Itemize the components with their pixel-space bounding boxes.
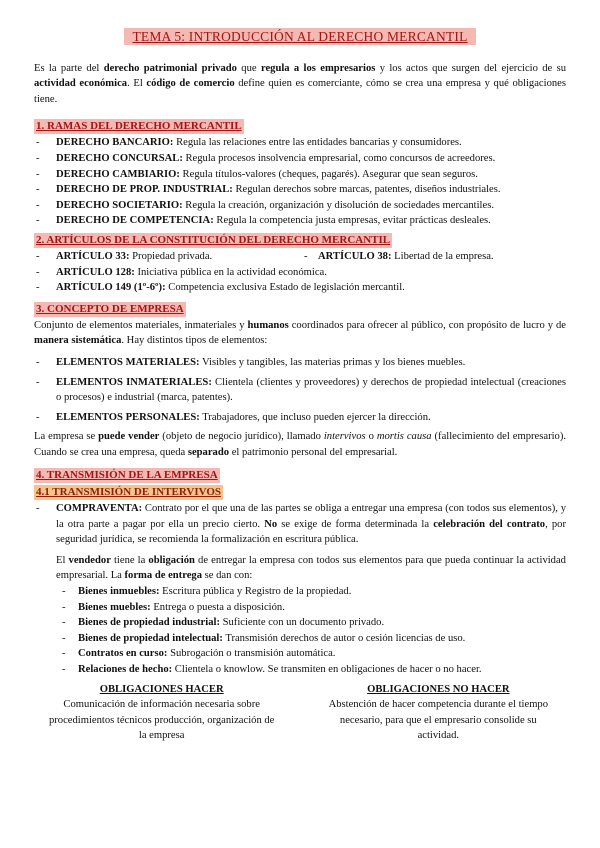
section-2-heading: 2. ARTÍCULOS DE LA CONSTITUCIÓN DEL DERECHO MERCANTIL bbox=[36, 233, 391, 246]
list-item: - DERECHO DE COMPETENCIA: Regula la competencia justa empresas, evitar prácticas desleales. bbox=[34, 213, 566, 229]
list-item: - ELEMENTOS INMATERIALES: Clientela (clientes y proveedores) y derechos de propiedad intelectual (creaciones o procesos) e industrial (marca, patentes). bbox=[34, 375, 566, 406]
list-item: - Bienes inmuebles: Escritura pública y Registro de la propiedad. bbox=[60, 584, 566, 600]
list-item: - Bienes muebles: Entrega o puesta a disposición. bbox=[60, 600, 566, 616]
list-item: - ELEMENTOS MATERIALES: Visibles y tangibles, las materias primas y los bienes muebles. bbox=[34, 355, 566, 371]
list-item: - ELEMENTOS PERSONALES: Trabajadores, que incluso pueden ejercer la dirección. bbox=[34, 410, 566, 426]
obligaciones-hacer-title: OBLIGACIONES HACER bbox=[99, 683, 224, 695]
document-page bbox=[34, 28, 566, 744]
obligaciones-columns bbox=[34, 682, 566, 744]
compraventa-list bbox=[34, 501, 566, 548]
obligaciones-hacer-text: Comunicación de información necesaria sobre procedimientos técnicos producción, organización de la empresa bbox=[48, 699, 275, 742]
obligaciones-no-hacer bbox=[311, 682, 566, 744]
list-item: - Bienes de propiedad industrial: Suficiente con un documento privado. bbox=[60, 615, 566, 631]
list-item: - Contratos en curso: Subrogación o transmisión automática. bbox=[60, 646, 566, 662]
intro-paragraph: Es la parte del derecho patrimonial privado que regula a los empresarios y los actos que surgen del ejercicio de su actividad económica. El código de comercio define quien es comerciante, cómo se crea una empresa y qué obligaciones tiene. bbox=[34, 62, 567, 105]
list-item: - Relaciones de hecho: Clientela o knowlow. Se transmiten en obligaciones de hacer o no hacer. bbox=[60, 662, 566, 678]
list-item: - DERECHO DE PROP. INDUSTRIAL: Regulan derechos sobre marcas, patentes, diseños industriales. bbox=[34, 182, 566, 198]
list-item: - DERECHO CONCURSAL: Regula procesos insolvencia empresarial, como concursos de acreedores. bbox=[34, 151, 566, 167]
list-item: - ARTÍCULO 33: Propiedad privada. - ARTÍCULO 38: Libertad de la empresa. bbox=[34, 249, 566, 265]
section-4-heading: 4. TRANSMISIÓN DE LA EMPRESA bbox=[36, 469, 218, 482]
vendedor-paragraph: El vendedor tiene la obligación de entregar la empresa con todos sus elementos para que pueda continuar la actividad empresarial. La forma de entrega se dan con: bbox=[56, 554, 566, 582]
formas-entrega-list bbox=[38, 584, 566, 678]
subsection-4-1-heading: 4.1 TRANSMISIÓN DE INTERVIVOS bbox=[36, 486, 222, 499]
obligaciones-no-hacer-title: OBLIGACIONES NO HACER bbox=[367, 683, 510, 695]
ramas-list bbox=[34, 135, 566, 229]
venta-paragraph: La empresa se puede vender (objeto de negocio jurídico), llamado intervivos o mortis causa (fallecimiento del empresario). Cuando se crea una empresa, queda separado el patrimonio personal del empresarial. bbox=[34, 431, 567, 458]
obligaciones-no-hacer-text: Abstención de hacer competencia durante el tiempo necesario, para que el empresario consolide su actividad. bbox=[328, 699, 549, 742]
section-1-heading: 1. RAMAS DEL DERECHO MERCANTIL bbox=[36, 120, 242, 133]
section-3-heading: 3. CONCEPTO DE EMPRESA bbox=[36, 302, 184, 315]
list-item: - DERECHO SOCIETARIO: Regula la creación, organización y disolución de sociedades mercantiles. bbox=[34, 198, 566, 214]
list-item: - COMPRAVENTA: Contrato por el que una de las partes se obliga a entregar una empresa (con todos sus elementos), y la otra parte a pagar por ella un precio cierto. No se exige de forma determinada la celebración del contrato, por seguridad jurídica, se recomienda la formalización en escritura pública. bbox=[34, 501, 566, 548]
page-title: TEMA 5: INTRODUCCIÓN AL DERECHO MERCANTIL bbox=[124, 28, 475, 45]
empresa-paragraph: Conjunto de elementos materiales, inmateriales y humanos coordinados para ofrecer al público, con propósito de lucro y de manera sistemática. Hay distintos tipos de elementos: bbox=[34, 319, 566, 347]
list-item: - ARTÍCULO 128: Iniciativa pública en la actividad económica. bbox=[34, 265, 566, 281]
obligaciones-hacer bbox=[34, 682, 289, 744]
elementos-list bbox=[34, 355, 566, 425]
list-item: - DERECHO BANCARIO: Regula las relaciones entre las entidades bancarias y consumidores. bbox=[34, 135, 566, 151]
articulos-list bbox=[34, 249, 566, 296]
list-item: - ARTÍCULO 149 (1º-6º): Competencia exclusiva Estado de legislación mercantil. bbox=[34, 280, 566, 296]
list-item: - Bienes de propiedad intelectual: Transmisión derechos de autor o cesión licencias de uso. bbox=[60, 631, 566, 647]
list-item: - DERECHO CAMBIARIO: Regula títulos-valores (cheques, pagarés). Asegurar que sean seguros. bbox=[34, 167, 566, 183]
